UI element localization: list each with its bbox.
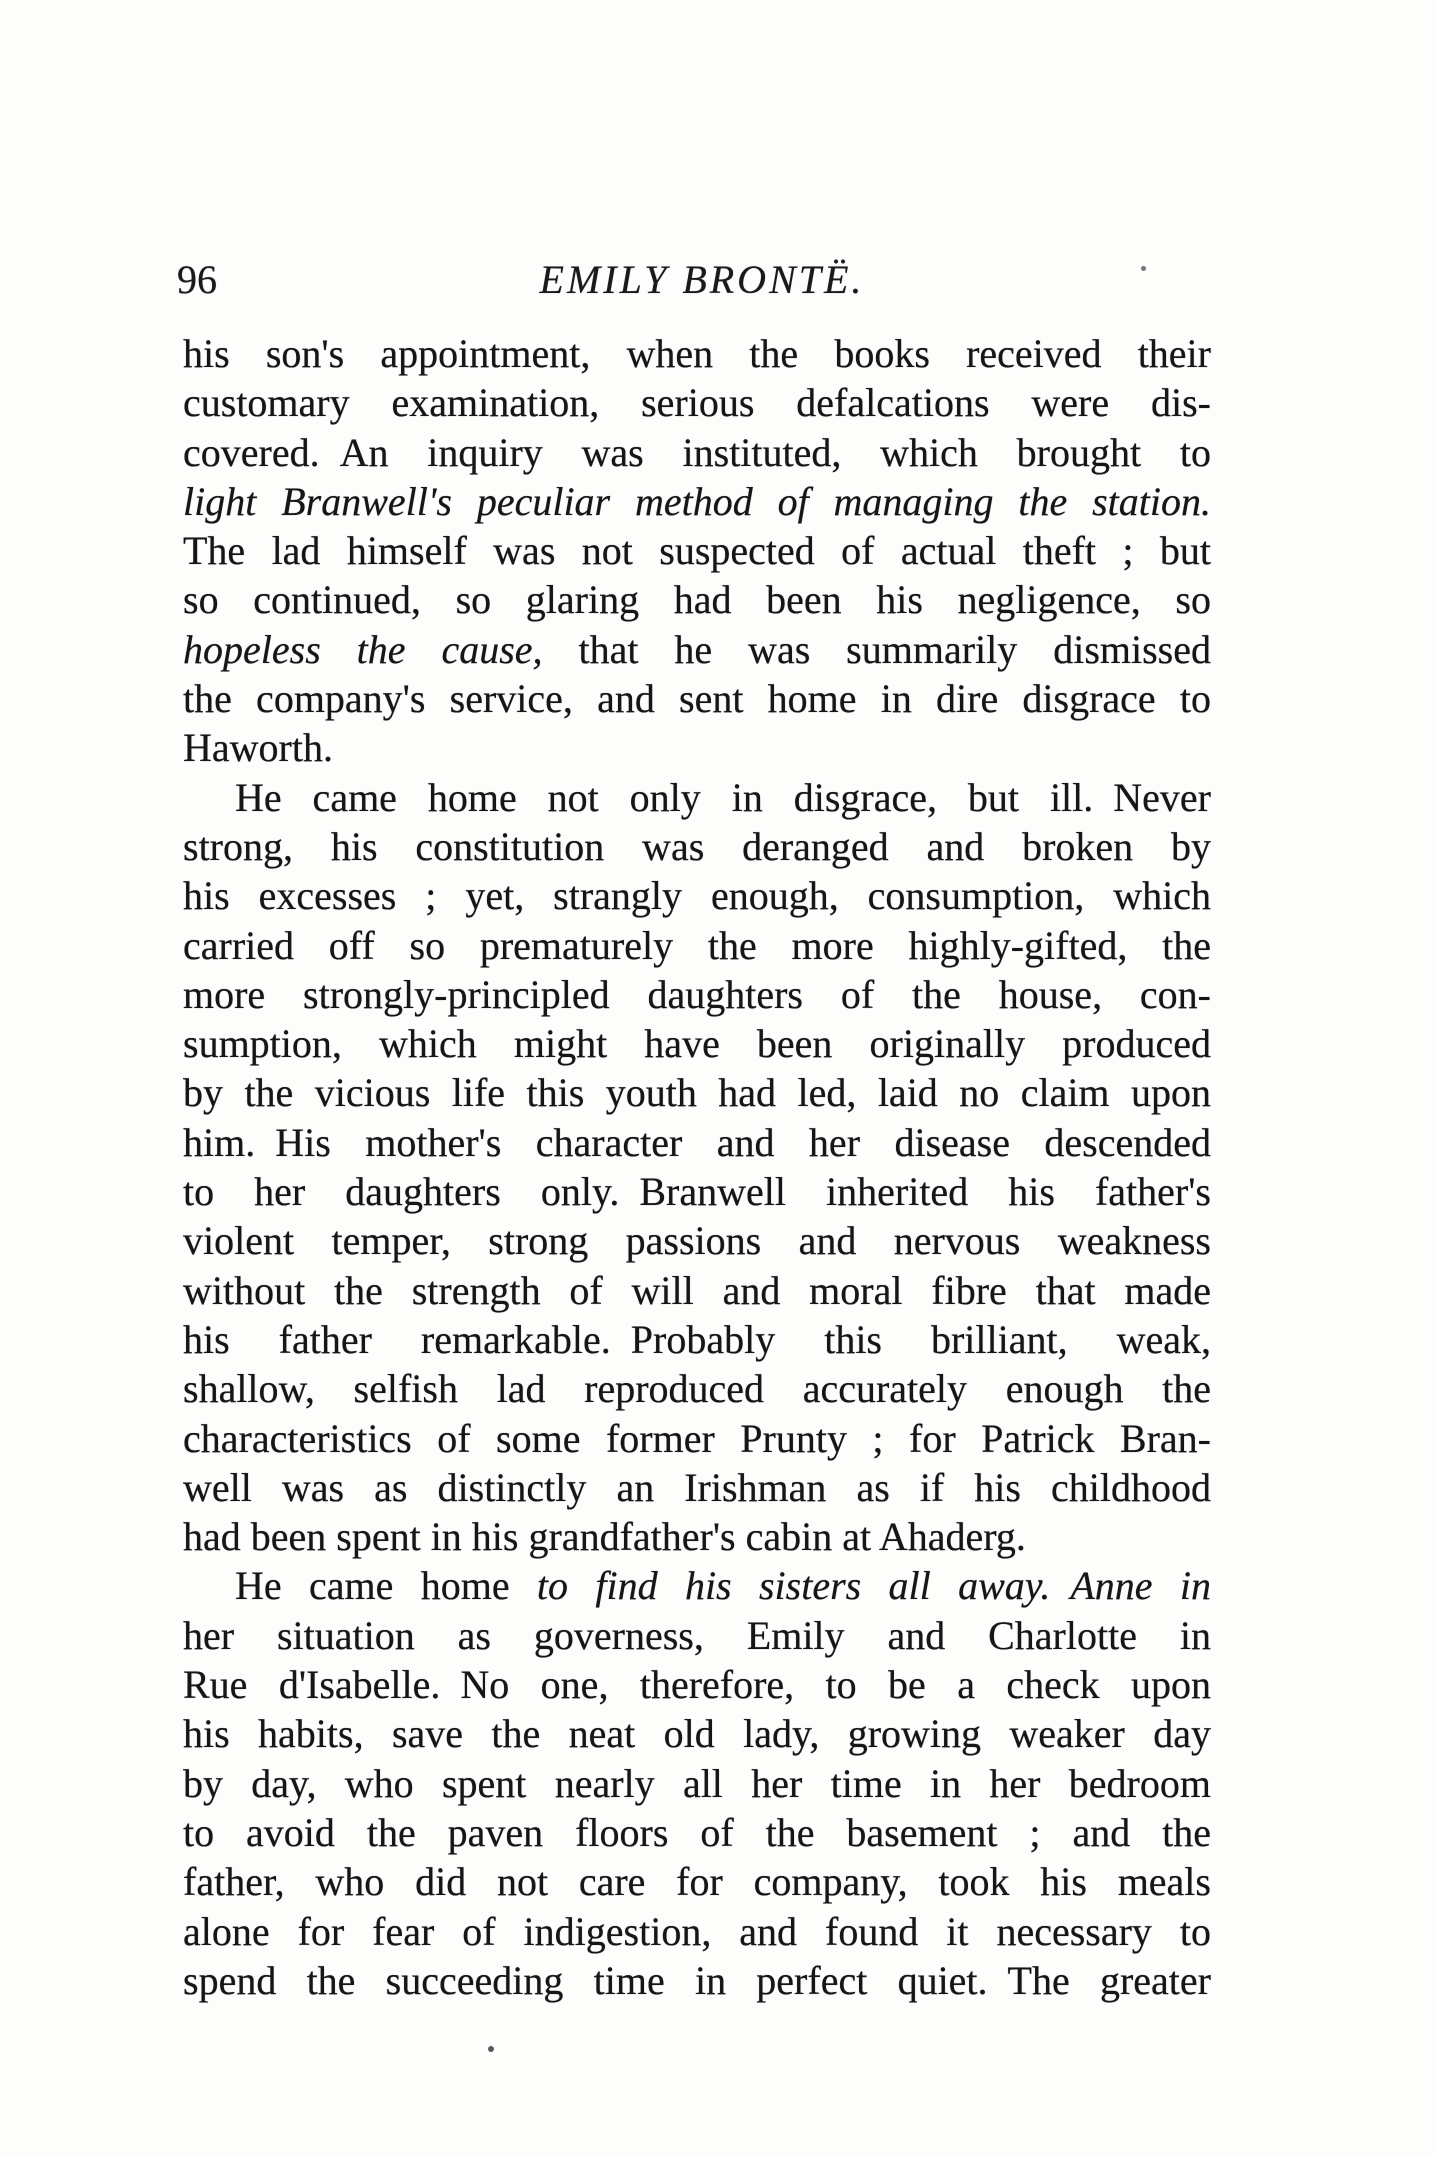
page-header xyxy=(177,256,1211,306)
text-segment: had been spent in his grandfather's cabin at Ahaderg. xyxy=(183,1514,1026,1560)
text-line xyxy=(183,921,1211,970)
italic-text-segment: light Branwell's peculiar method of managing the station. xyxy=(183,478,1211,524)
text-line xyxy=(183,1068,1211,1117)
scan-artifact-dot xyxy=(488,2046,494,2052)
text-segment: strong, his constitution was deranged and broken by xyxy=(183,823,1211,869)
text-segment: violent temper, strong passions and nervous weakness xyxy=(183,1218,1211,1264)
italic-text-segment: hopeless the cause, xyxy=(183,626,543,672)
text-segment: sumption, which might have been originally produced xyxy=(183,1021,1211,1067)
text-line xyxy=(183,871,1211,920)
text-line xyxy=(183,378,1211,427)
page-number: 96 xyxy=(177,257,217,302)
text-segment: alone for fear of indigestion, and found it necessary to xyxy=(183,1908,1211,1954)
text-segment: Rue d'Isabelle. No one, therefore, to be a check upon xyxy=(183,1662,1211,1708)
text-line xyxy=(183,526,1211,575)
italic-text-segment: to find his sisters all away. Anne in xyxy=(536,1563,1211,1609)
text-segment: the company's service, and sent home in dire disgrace to xyxy=(183,676,1211,722)
text-segment: by the vicious life this youth had led, laid no claim upon xyxy=(183,1070,1211,1116)
text-line xyxy=(183,1463,1211,1512)
text-line xyxy=(183,1167,1211,1216)
text-segment: her situation as governess, Emily and Charlotte in xyxy=(183,1612,1211,1658)
text-segment: father, who did not care for company, took his meals xyxy=(183,1859,1211,1905)
text-segment: without the strength of will and moral fibre that made xyxy=(183,1267,1211,1313)
text-segment: shallow, selfish lad reproduced accurately enough the xyxy=(183,1366,1211,1412)
scan-artifact-dot xyxy=(1141,266,1146,271)
text-line xyxy=(183,1907,1211,1956)
text-segment: that he was summarily dismissed xyxy=(542,626,1211,672)
text-segment: covered. An inquiry was instituted, which brought to xyxy=(183,429,1211,475)
text-line xyxy=(183,822,1211,871)
text-segment: characteristics of some former Prunty ; for Patrick Bran- xyxy=(183,1415,1211,1461)
text-line xyxy=(183,1709,1211,1758)
text-line xyxy=(183,1019,1211,1068)
text-line xyxy=(183,428,1211,477)
text-line xyxy=(183,773,1211,822)
text-line xyxy=(183,674,1211,723)
text-line xyxy=(183,1512,1211,1561)
body-text xyxy=(183,329,1211,2005)
text-line xyxy=(183,1266,1211,1315)
text-segment: to her daughters only. Branwell inherited his father's xyxy=(183,1169,1211,1215)
text-segment: his excesses ; yet, strangly enough, consumption, which xyxy=(183,873,1211,919)
text-line xyxy=(183,1118,1211,1167)
text-line xyxy=(183,575,1211,624)
text-segment: carried off so prematurely the more highly-gifted, the xyxy=(183,922,1211,968)
text-line xyxy=(183,1660,1211,1709)
text-segment: his habits, save the neat old lady, growing weaker day xyxy=(183,1711,1211,1757)
text-segment: The lad himself was not suspected of actual theft ; but xyxy=(183,528,1211,574)
text-line xyxy=(183,1611,1211,1660)
running-title: EMILY BRONTË. xyxy=(539,257,865,302)
text-segment: by day, who spent nearly all her time in her bedroom xyxy=(183,1760,1211,1806)
text-segment: He came home xyxy=(235,1563,537,1609)
text-line xyxy=(183,1364,1211,1413)
text-line xyxy=(183,1315,1211,1364)
text-line xyxy=(183,625,1211,674)
text-segment: more strongly-principled daughters of the house, con- xyxy=(183,971,1211,1017)
text-line xyxy=(183,970,1211,1019)
text-line xyxy=(183,1759,1211,1808)
text-segment: spend the succeeding time in perfect quiet. The greater xyxy=(183,1957,1211,2003)
text-segment: customary examination, serious defalcations were dis- xyxy=(183,380,1211,426)
text-line xyxy=(183,1956,1211,2005)
text-line xyxy=(183,1561,1211,1610)
text-segment: Haworth. xyxy=(183,725,333,771)
text-line xyxy=(183,1857,1211,1906)
text-line xyxy=(183,477,1211,526)
text-segment: so continued, so glaring had been his negligence, so xyxy=(183,577,1211,623)
text-line xyxy=(183,1808,1211,1857)
text-line xyxy=(183,1216,1211,1265)
text-segment: He came home not only in disgrace, but ill. Never xyxy=(235,774,1211,820)
text-line xyxy=(183,723,1211,772)
text-segment: well was as distinctly an Irishman as if his childhood xyxy=(183,1464,1211,1510)
text-line xyxy=(183,329,1211,378)
text-segment: him. His mother's character and her disease descended xyxy=(183,1119,1211,1165)
text-line xyxy=(183,1414,1211,1463)
text-segment: his father remarkable. Probably this brilliant, weak, xyxy=(183,1316,1211,1362)
text-segment: his son's appointment, when the books received their xyxy=(183,331,1211,376)
text-segment: to avoid the paven floors of the basement ; and the xyxy=(183,1809,1211,1855)
